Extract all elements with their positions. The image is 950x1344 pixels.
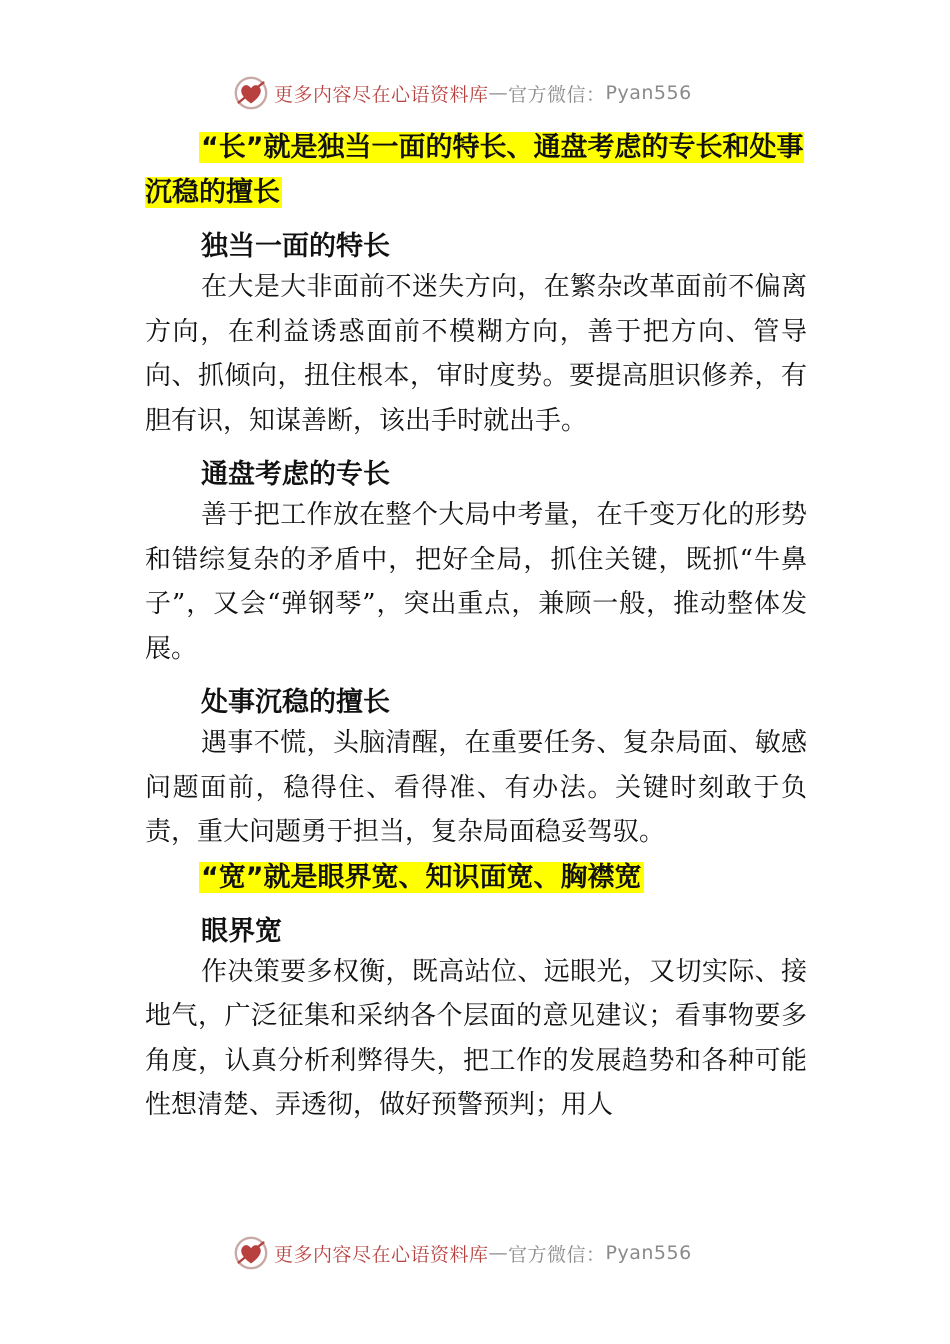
watermark-wechat-label: 官方微信： — [508, 83, 606, 106]
title-quote-open: “ — [201, 132, 219, 163]
document-body — [145, 125, 807, 1128]
subheading: 处事沉稳的擅长 — [201, 687, 390, 718]
paragraph: 作决策要多权衡，既高站位、远眼光，又切实际、接地气，广泛征集和采纳各个层面的意见建议；看事物要多角度，认真分析利弊得失，把工作的发展趋势和各种可能性想清楚、弄透彻，做好预警预判；用人 — [145, 956, 807, 1120]
section-title-highlight — [145, 132, 804, 208]
title-rest: 就是独当一面的特长、通盘考虑的专长和处事沉稳的擅长 — [145, 132, 804, 208]
footer-watermark — [232, 1233, 692, 1273]
watermark-dash: — — [488, 82, 509, 104]
section-title-chang — [145, 125, 807, 215]
header-watermark — [232, 73, 692, 113]
section-title-highlight: “宽”就是眼界宽、知识面宽、胸襟宽 — [201, 861, 642, 893]
title-quote-close: ” — [245, 132, 264, 163]
subheading: 通盘考虑的专长 — [201, 459, 390, 490]
paragraph: 善于把工作放在整个大局中考量，在千变万化的形势和错综复杂的矛盾中，把好全局，抓住关键，既抓“牛鼻子”，又会“弹钢琴”，突出重点，兼顾一般，推动整体发展。 — [145, 500, 807, 664]
watermark-wechat-id: Pyan556 — [605, 82, 692, 104]
watermark-dash: — — [488, 1242, 509, 1264]
title-key-char: 长 — [218, 132, 246, 163]
subheading: 眼界宽 — [201, 915, 282, 947]
subheading: 独当一面的特长 — [201, 231, 390, 262]
watermark-library-text: 更多内容尽在心语资料库 — [274, 83, 489, 106]
watermark-wechat-id: Pyan556 — [605, 1242, 692, 1264]
watermark-library-text: 更多内容尽在心语资料库 — [274, 1243, 489, 1266]
heart-seal-icon — [232, 74, 270, 112]
paragraph: 遇事不慌，头脑清醒，在重要任务、复杂局面、敏感问题面前，稳得住、看得准、有办法。关键时刻敢于负责，重大问题勇于担当，复杂局面稳妥驾驭。 — [145, 728, 807, 847]
heart-seal-icon — [232, 1234, 270, 1272]
watermark-wechat-label: 官方微信： — [508, 1243, 606, 1266]
section-title-kuan — [145, 855, 807, 900]
paragraph: 在大是大非面前不迷失方向，在繁杂改革面前不偏离方向，在利益诱惑面前不模糊方向，善于把方向、管导向、抓倾向，扭住根本，审时度势。要提高胆识修养，有胆有识，知谋善断，该出手时就出手。 — [145, 272, 807, 436]
